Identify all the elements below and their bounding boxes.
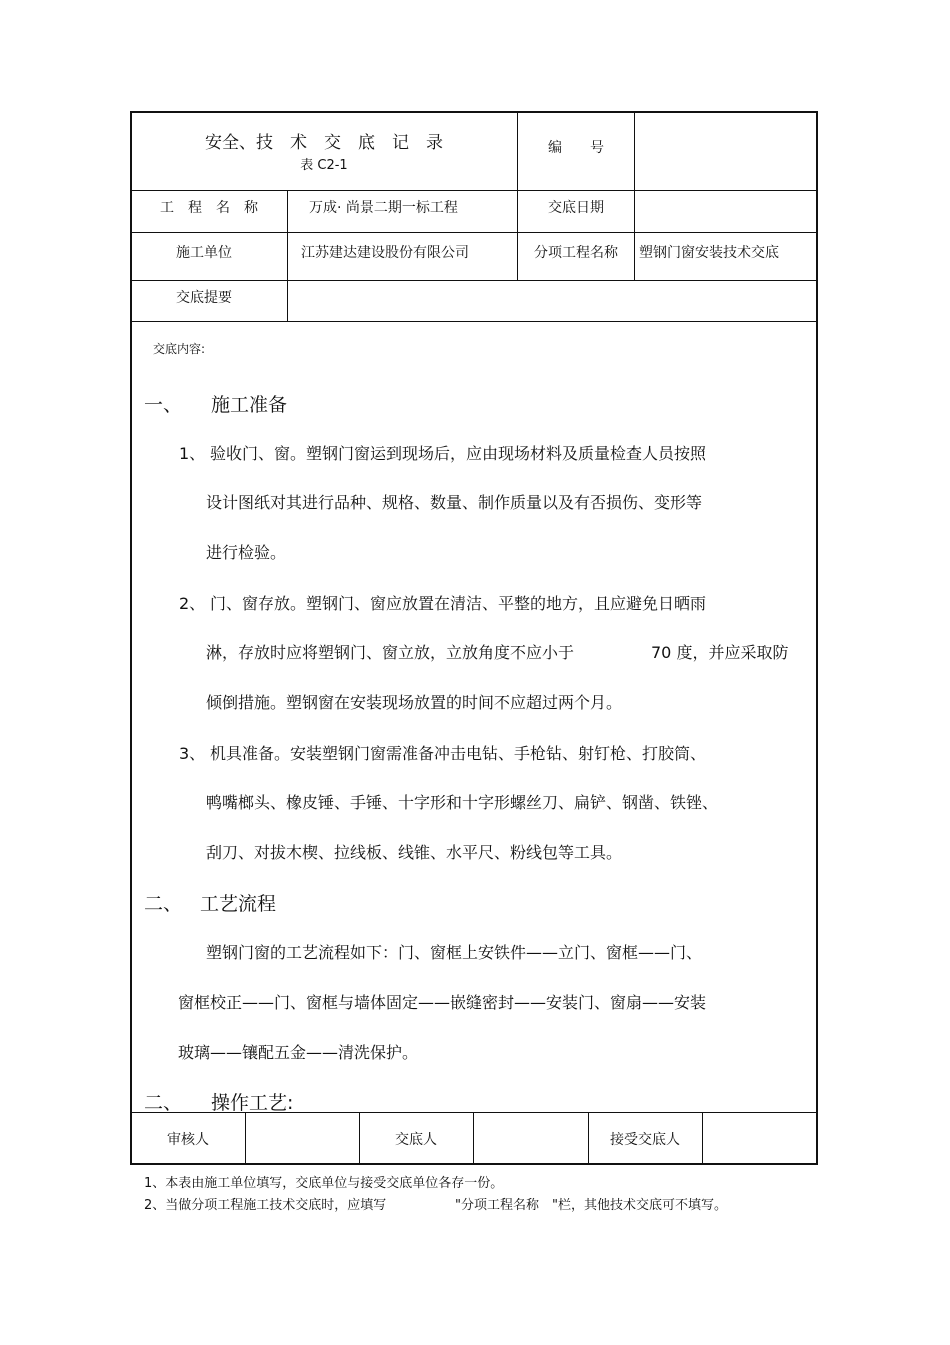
item-2-line: 淋，存放时应将塑钢门、窗立放，立放角度不应小于	[206, 643, 575, 662]
code-value[interactable]	[640, 141, 810, 157]
item-2-line: 门、窗存放。塑钢门、窗应放置在清洁、平整的地方，且应避免日晒雨	[210, 594, 707, 613]
receiver-field[interactable]	[707, 1133, 811, 1149]
col-divider	[473, 1112, 474, 1165]
item-2-line: 70 度，并应采取防	[651, 643, 789, 662]
flow-line: 窗框校正——门、窗框与墙体固定——嵌缝密封——安装门、窗扇——安装	[178, 993, 707, 1012]
unit-value: 江苏建达建设股份有限公司	[301, 245, 469, 261]
col-divider	[634, 111, 635, 280]
item-3-line: 鸭嘴榔头、橡皮锤、手锤、十字形和十字形螺丝刀、扁铲、钢凿、铁锉、	[206, 793, 719, 812]
discloser-field[interactable]	[478, 1133, 582, 1149]
section-3-number: 二、	[144, 1092, 183, 1114]
receiver-label: 接受交底人	[610, 1132, 680, 1148]
note-2-continued: "分项工程名称 "栏，其他技术交底可不填写。	[455, 1198, 727, 1213]
project-name-label: 工 程 名 称	[160, 200, 258, 216]
row-divider	[130, 321, 818, 322]
form-title: 安全、技 术 交 底 记 录	[205, 133, 443, 153]
row-divider	[130, 190, 818, 191]
form-number: 表 C2-1	[300, 158, 348, 173]
item-3-number: 3、	[179, 744, 206, 763]
section-2-title: 工艺流程	[200, 893, 277, 915]
content-intro: 交底内容:	[153, 342, 206, 356]
row-divider	[130, 232, 818, 233]
code-label: 编 号	[548, 140, 604, 156]
date-value[interactable]	[640, 201, 810, 217]
item-3-line: 刮刀、对拔木楔、拉线板、线锥、水平尺、粉线包等工具。	[206, 843, 623, 862]
reviewer-label: 审核人	[167, 1132, 209, 1148]
section-2-number: 二、	[144, 893, 183, 915]
item-1-line: 设计图纸对其进行品种、规格、数量、制作质量以及有否损伤、变形等	[206, 493, 703, 512]
note-1: 1、本表由施工单位填写，交底单位与接受交底单位各存一份。	[144, 1176, 504, 1191]
row-divider	[130, 280, 818, 281]
sub-project-value: 塑钢门窗安装技术交底	[639, 245, 779, 261]
col-divider	[245, 1112, 246, 1165]
flow-line: 塑钢门窗的工艺流程如下：门、窗框上安铁件——立门、窗框——门、	[206, 943, 703, 962]
section-1-number: 一、	[144, 394, 183, 416]
item-2-line: 倾倒措施。塑钢窗在安装现场放置的时间不应超过两个月。	[206, 693, 623, 712]
section-1-title: 施工准备	[211, 394, 288, 416]
project-name-value: 万成· 尚景二期一标工程	[309, 200, 458, 216]
item-1-line: 进行检验。	[206, 543, 287, 562]
date-label: 交底日期	[548, 200, 604, 216]
item-1-number: 1、	[179, 444, 206, 463]
item-3-line: 机具准备。安装塑钢门窗需准备冲击电钻、手枪钻、射钉枪、打胶筒、	[210, 744, 707, 763]
reviewer-field[interactable]	[250, 1133, 354, 1149]
section-3-title: 操作工艺:	[211, 1092, 294, 1114]
summary-value[interactable]	[295, 291, 810, 307]
unit-label: 施工单位	[176, 245, 232, 261]
col-divider	[287, 190, 288, 321]
item-1-line: 验收门、窗。塑钢门窗运到现场后，应由现场材料及质量检查人员按照	[210, 444, 707, 463]
note-2: 2、当做分项工程施工技术交底时，应填写	[144, 1198, 387, 1213]
col-divider	[702, 1112, 703, 1165]
item-2-number: 2、	[179, 594, 206, 613]
sub-project-label: 分项工程名称	[534, 245, 618, 261]
flow-line: 玻璃——镶配五金——清洗保护。	[178, 1043, 419, 1062]
discloser-label: 交底人	[395, 1132, 437, 1148]
summary-label: 交底提要	[176, 290, 232, 306]
